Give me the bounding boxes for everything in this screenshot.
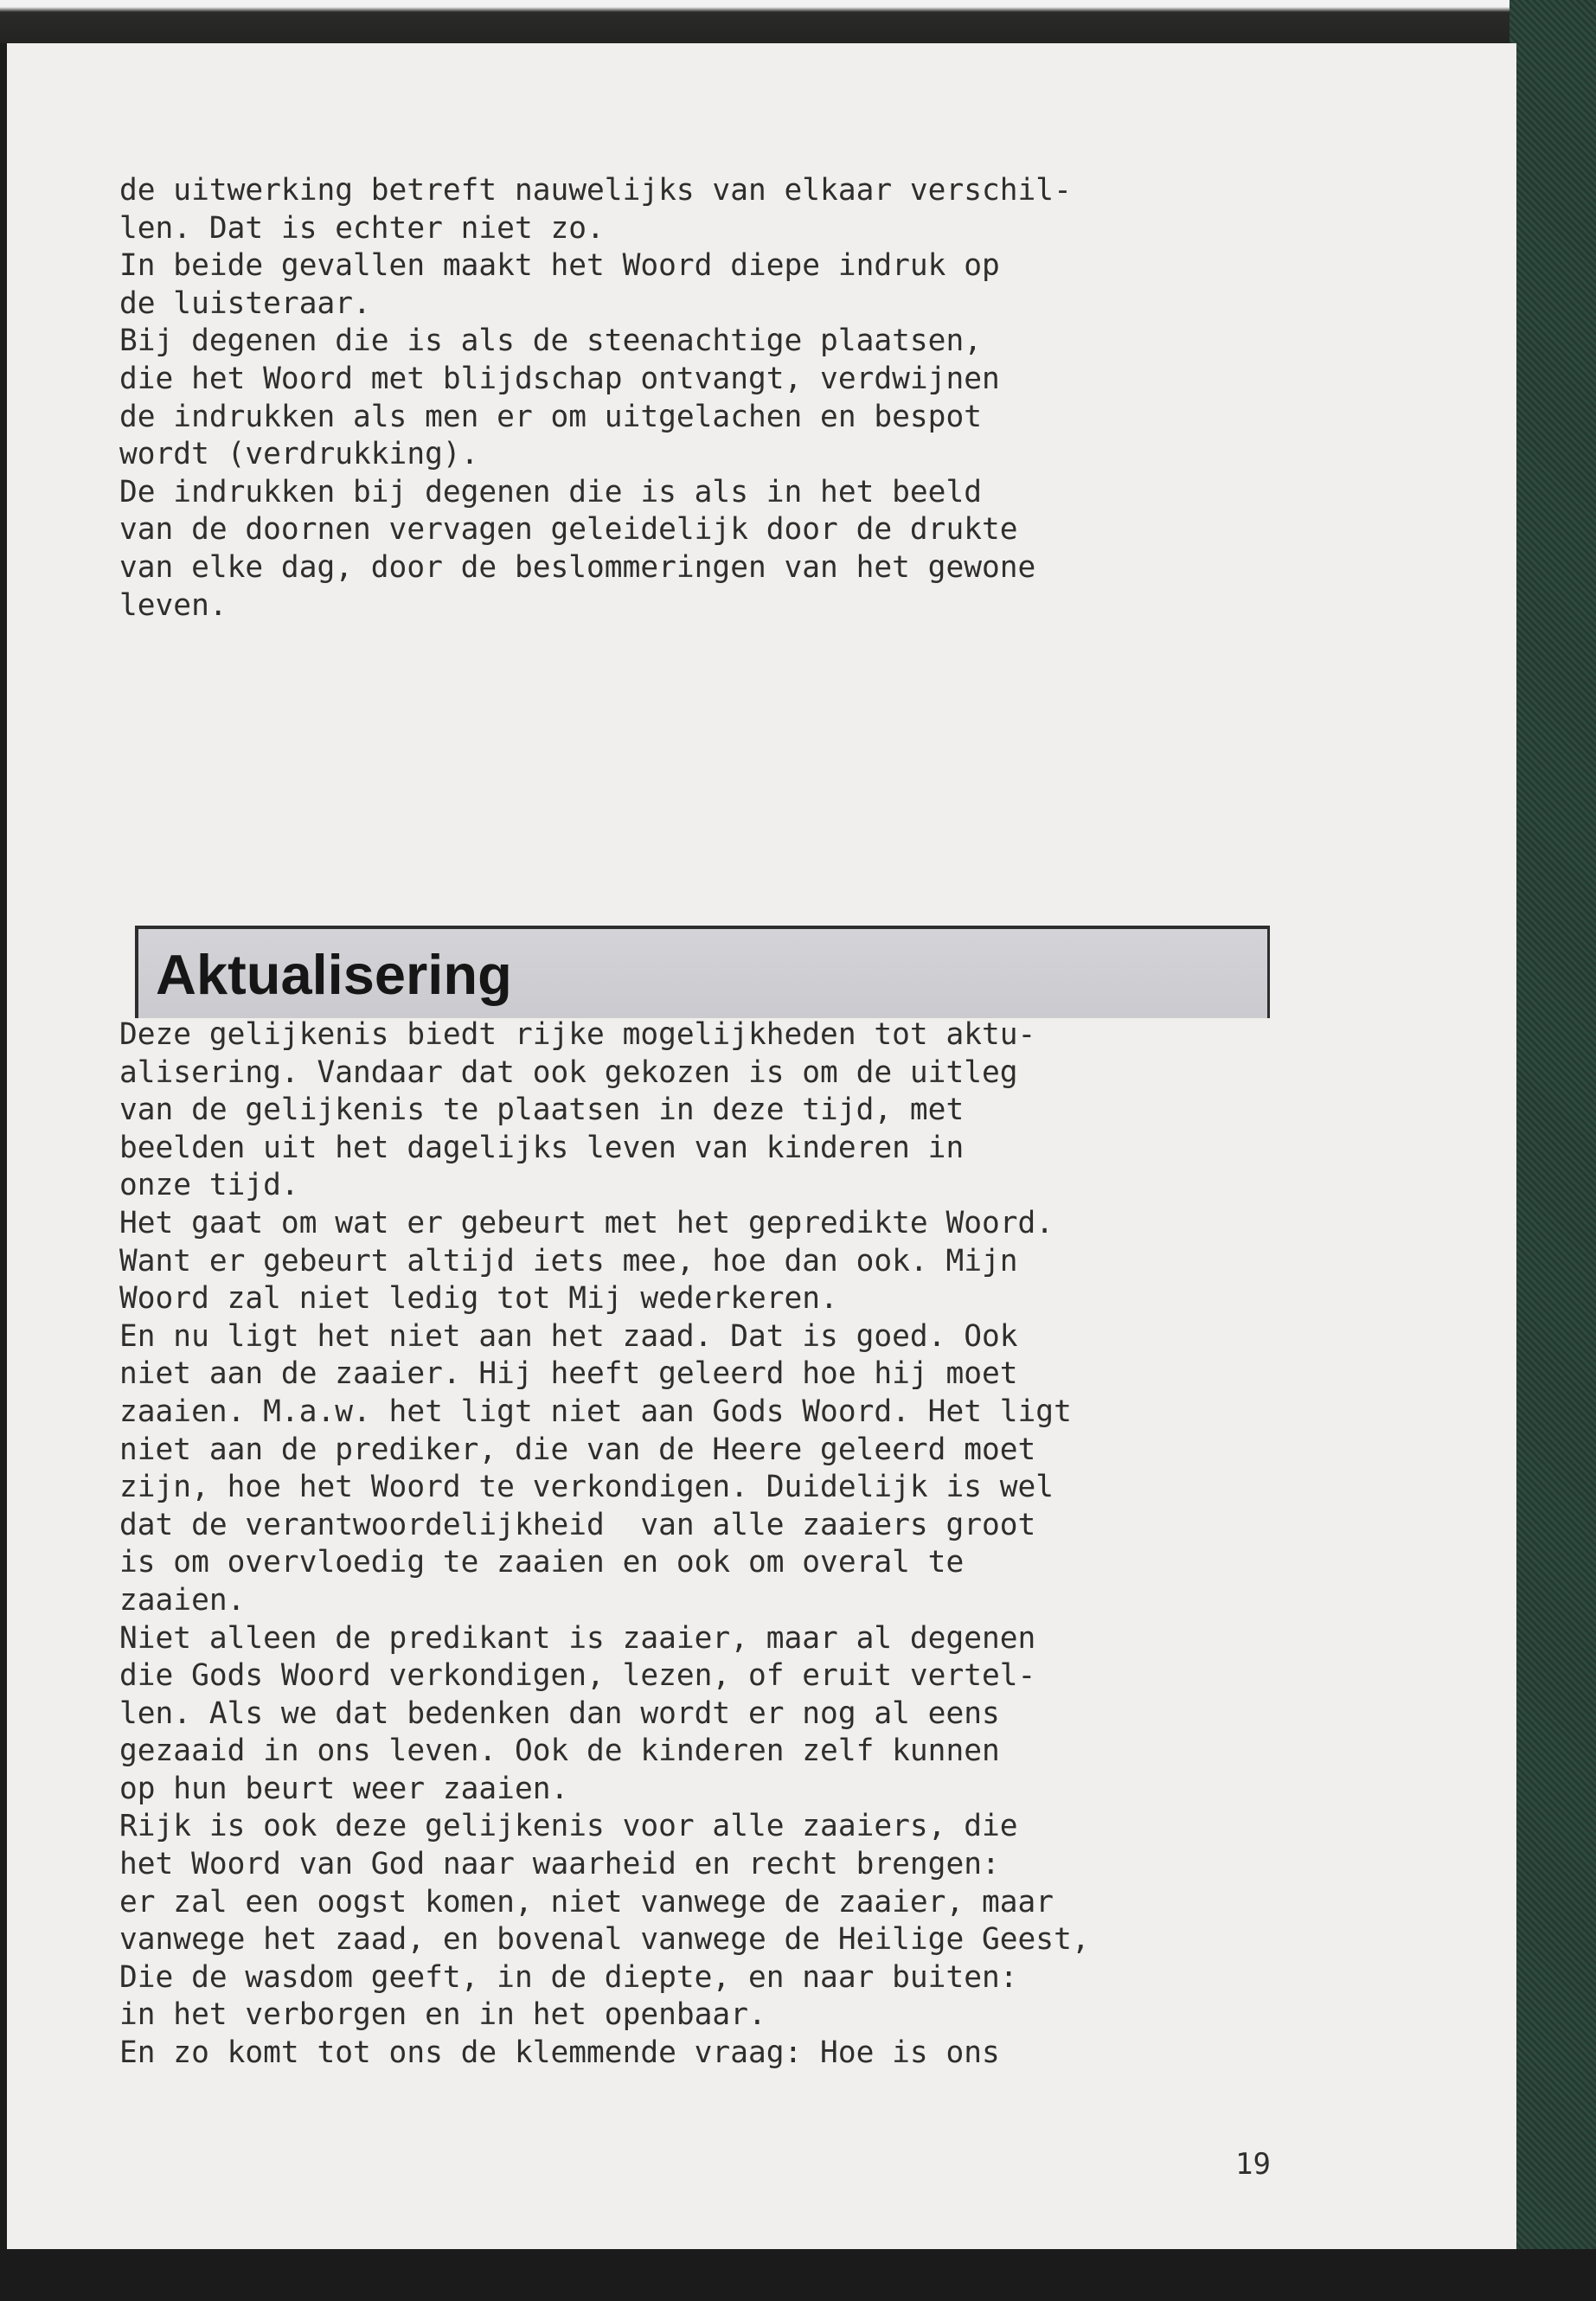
page-number: 19 [1235, 2147, 1271, 2182]
book-page [7, 43, 1516, 2249]
book-binding-edge [1509, 0, 1596, 2301]
book-bottom-edge [0, 2249, 1596, 2301]
body-paragraph-1: de uitwerking betreft nauwelijks van elkaar verschil- len. Dat is echter niet zo. In beide gevallen maakt het Woord diepe indruk op de luisteraar. Bij degenen die is als de steenachtige plaatsen, die het Woord met blijdschap ontvangt, verdwijnen de indrukken als men er om uitgelachen en bespot wordt (verdrukking). De indrukken bij degenen die is als in het beeld van de doornen vervagen geleidelijk door de drukte van elke dag, door de beslommeringen van het gewone leven. [119, 173, 1072, 623]
section-heading: Aktualisering [156, 943, 512, 1006]
book-top-edge [0, 0, 1596, 43]
body-paragraph-2: Deze gelijkenis biedt rijke mogelijkheden tot aktu- alisering. Vandaar dat ook gekozen is om de uitleg van de gelijkenis te plaatsen in deze tijd, met beelden uit het dagelijks leven van kinderen in onze tijd. Het gaat om wat er gebeurt met het gepredikte Woord. Want er gebeurt altijd iets mee, hoe dan ook. Mijn Woord zal niet ledig tot Mij wederkeren. En nu ligt het niet aan het zaad. Dat is goed. Ook niet aan de zaaier. Hij heeft geleerd hoe hij moet zaaien. M.a.w. het ligt niet aan Gods Woord. Het ligt niet aan de prediker, die van de Heere geleerd moet zijn, hoe het Woord te verkondigen. Duidelijk is wel dat de verantwoordelijkheid van alle zaaiers groot is om overvloedig te zaaien en ook om overal te zaaien. Niet alleen de predikant is zaaier, maar al degenen die Gods Woord verkondigen, lezen, of eruit vertel- len. Als we dat bedenken dan wordt er nog al eens gezaaid in ons leven. Ook de kinderen zelf kunnen op hun beurt weer zaaien. Rijk is ook deze gelijkenis voor alle zaaiers, die het Woord van God naar waarheid en recht brengen: er zal een oogst komen, niet vanwege de zaaier, maar vanwege het zaad, en bovenal vanwege de Heilige Geest, Die de wasdom geeft, in de diepte, en naar buiten: in het verborgen en in het openbaar. En zo komt tot ons de klemmende vraag: Hoe is ons [119, 1017, 1090, 2071]
section-heading-box [135, 926, 1270, 1018]
